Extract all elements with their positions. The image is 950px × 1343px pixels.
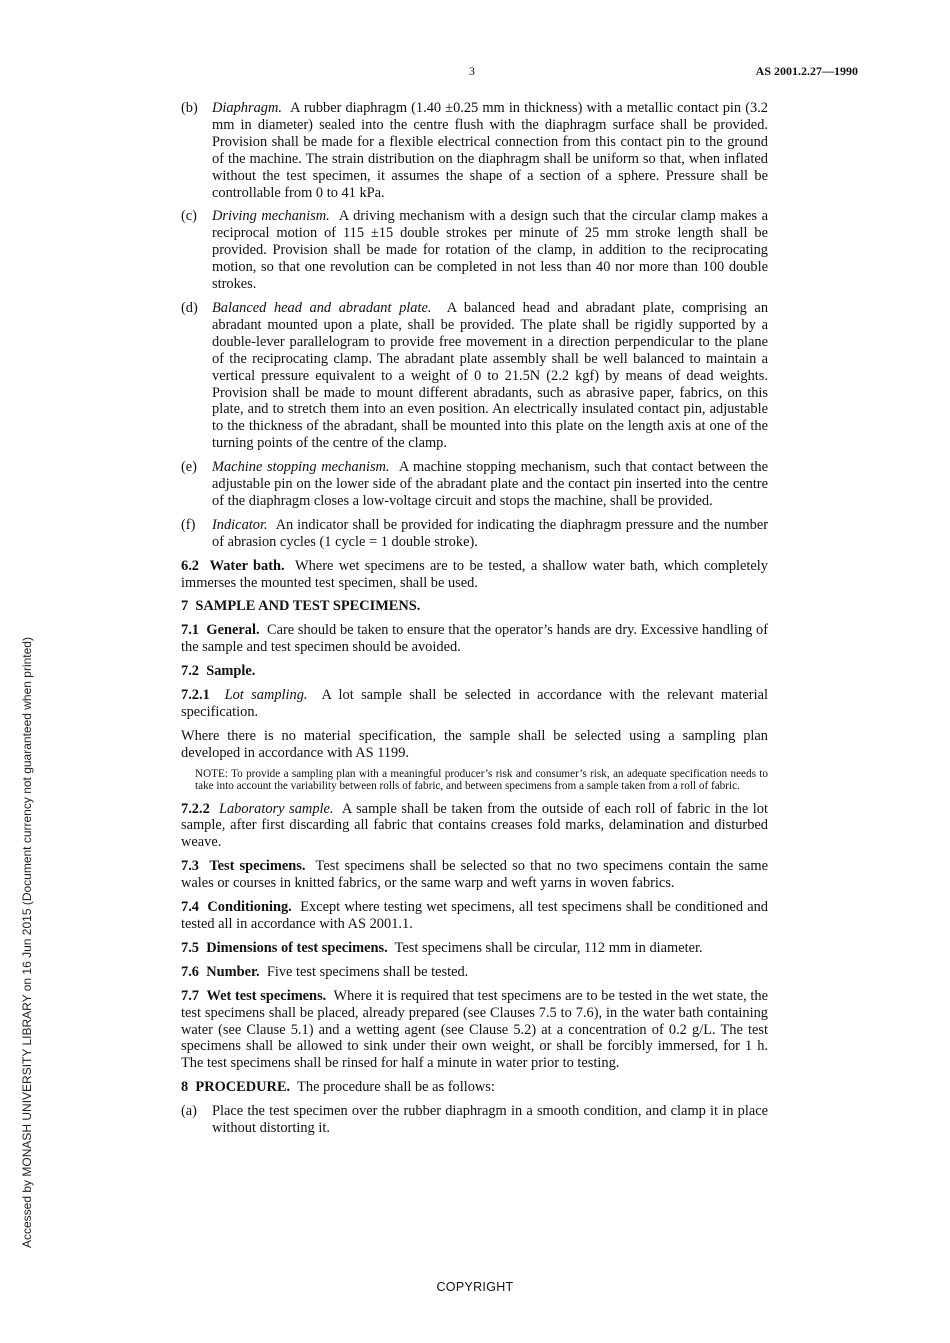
item-text: Place the test specimen over the rubber diaphragm in a smooth condition, and clamp it in place without distorting it. [212,1103,768,1137]
page-number: 3 [469,64,475,78]
clause-number: 7.2 [181,663,199,680]
document-body [181,100,768,1144]
clause-text: Where it is required that test specimens are to be tested in the wet state, the test specimens shall be placed, already prepared (see Clauses 7.5 to 7.6), in the water bath containing water (see Clause 5.1) and a wetting agent (see Clause 5.2) at a concentration of 0.2 g/L. The test specimens shall be allowed to sink under their own weight, or shall be forcibly immersed, for 1 h. The test specimens shall be rinsed for half a minute in water prior to testing. [181,987,768,1072]
clause-title: Lot sampling. [224,687,308,704]
clause-title: Dimensions of test specimens. [206,939,388,956]
clause-number: 7.7 [181,987,199,1004]
item-text [212,208,768,293]
clause-number: 7.1 [181,622,199,639]
item-label: (c) [181,208,197,225]
clause-text: Where wet specimens are to be tested, a shallow water bath, which completely immerses the mounted test specimen, shall be used. [181,557,768,591]
clause-7-2-heading [181,663,768,680]
clause-text: Care should be taken to ensure that the operator’s hands are dry. Excessive handling of the sample and test specimen should be avoided. [181,622,769,656]
clause-title: Water bath. [209,557,285,574]
item-text [212,100,768,201]
section-title: PROCEDURE. [195,1079,291,1096]
item-body: An indicator shall be provided for indicating the diaphragm pressure and the number of abrasion cycles (1 cycle = 1 double stroke). [212,516,768,550]
sampling-note: NOTE: To provide a sampling plan with a meaningful producer’s risk and consumer’s risk, an adequate specification needs to take into account the variability between rolls of fabric, and between specimens from a sample taken from a roll of fabric. [195,767,768,793]
item-title: Balanced head and abradant plate. [212,299,432,316]
clause-title: Conditioning. [207,899,292,916]
copyright-footer: COPYRIGHT [436,1280,514,1294]
item-label: (e) [181,459,197,476]
clause-7-4 [181,899,768,933]
clause-7-2-2 [181,801,768,852]
clause-number: 7.6 [181,963,199,980]
clause-text: A lot sample shall be selected in accordance with the relevant material specification. [181,687,768,720]
clause-7-6 [181,964,768,981]
clause-number: 7.2.2 [181,800,210,817]
clause-7-7 [181,988,768,1073]
item-body: A driving mechanism with a design such that the circular clamp makes a reciprocal motion of 115 ±15 double strokes per minute of 25 mm stroke length shall be provided. Provision shall be made for rotation of the clamp, in addition to the reciprocating motion, so that one revolution can be completed in not less than 40 nor more than 100 double strokes. [212,208,768,293]
clause-title: Wet test specimens. [206,987,327,1004]
item-label: (d) [181,299,198,316]
item-text [212,459,768,510]
section-number: 7 [181,598,189,615]
clause-text: Test specimens shall be circular, 112 mm in diameter. [394,939,703,956]
apparatus-item [181,208,768,293]
procedure-item-a [181,1103,768,1137]
clause-title: Sample. [206,663,256,680]
clause-text: Except where testing wet specimens, all test specimens shall be conditioned and tested all in accordance with AS 2001.1. [181,899,768,932]
clause-text: Five test specimens shall be tested. [266,963,469,980]
item-body: A balanced head and abradant plate, comprising an abradant mounted upon a plate, shall be provided. The plate shall be rigidly supported by a double-lever parallelogram to provide free movement in a direction perpendicular to the plane of the reciprocating clamp. The abradant plate assembly shall be well balanced to maintain a vertical pressure equivalent to a weight of 0 to 21.5N (2.2 kgf) by means of dead weights. Provision shall be made to mount different abradants, such as abrasive paper, fabrics, on this plate, and to stretch them into an even position. An electrically insulated contact pin, adjustable to the thickness of the abradant, shall be mounted into this plate on the length axis at one of the turning points of the centre of the clamp. [212,299,769,452]
section-8 [181,1079,768,1096]
clause-7-5 [181,940,768,957]
clause-title: General. [206,622,260,639]
item-label: (a) [181,1103,197,1120]
clause-title: Number. [206,963,260,980]
item-title: Machine stopping mechanism. [212,459,390,476]
clause-7-3 [181,858,768,892]
item-title: Driving mechanism. [212,208,330,225]
item-text [212,517,768,551]
section-title: SAMPLE AND TEST SPECIMENS. [195,598,421,615]
clause-number: 7.3 [181,858,199,875]
clause-title: Laboratory sample. [218,800,334,817]
item-body: A rubber diaphragm (1.40 ±0.25 mm in thickness) with a metallic contact pin (3.2 mm in diameter) sealed into the centre flush with the diaphragm surface shall be provided. Provision shall be made for a flexible electrical connection from this contact pin to the ground of the machine. The strain distribution on the diaphragm shall be uniform so that, when inflated without the test specimen, it assumes the shape of a section of a sphere. Pressure shall be controllable from 0 to 41 kPa. [212,100,768,201]
item-body: A machine stopping mechanism, such that contact between the adjustable pin on the lower side of the abradant plate and the contact pin inserted into the centre of the diaphragm closes a low-voltage circuit and stops the machine, shall be provided. [212,459,768,509]
clause-number: 7.4 [181,899,199,916]
apparatus-item [181,459,768,510]
item-label: (f) [181,516,196,533]
apparatus-item [181,517,768,551]
apparatus-list [181,100,768,551]
clause-7-2-1 [181,687,768,721]
section-7-heading [181,598,768,615]
apparatus-item [181,100,768,201]
clause-number: 6.2 [181,557,199,574]
section-text: The procedure shall be as follows: [297,1079,495,1096]
clause-7-2-1-para-2: Where there is no material specification, the sample shall be selected using a sampling plan developed in accordance with AS 1199. [181,727,768,761]
item-title: Indicator. [212,516,268,533]
item-text [212,300,768,452]
clause-6-2 [181,558,768,592]
clause-7-1 [181,622,768,656]
item-label: (b) [181,100,198,116]
section-number: 8 [181,1079,189,1096]
access-watermark: Accessed by MONASH UNIVERSITY LIBRARY on 16 Jun 2015 (Document currency not guaranteed when printed) [20,637,34,1248]
apparatus-item [181,300,768,452]
item-title: Diaphragm. [212,100,282,116]
standard-number: AS 2001.2.27—1990 [755,64,858,78]
clause-number: 7.2.1 [181,687,210,704]
clause-number: 7.5 [181,939,199,956]
clause-text: Test specimens shall be selected so that no two specimens contain the same wales or courses in knitted fabrics, or the same warp and weft yarns in woven fabrics. [181,858,769,892]
clause-text: A sample shall be taken from the outside of each roll of fabric in the lot sample, after first discarding all fabric that contains creases fold marks, delamination and disturbed weave. [181,800,768,851]
clause-title: Test specimens. [209,858,306,875]
